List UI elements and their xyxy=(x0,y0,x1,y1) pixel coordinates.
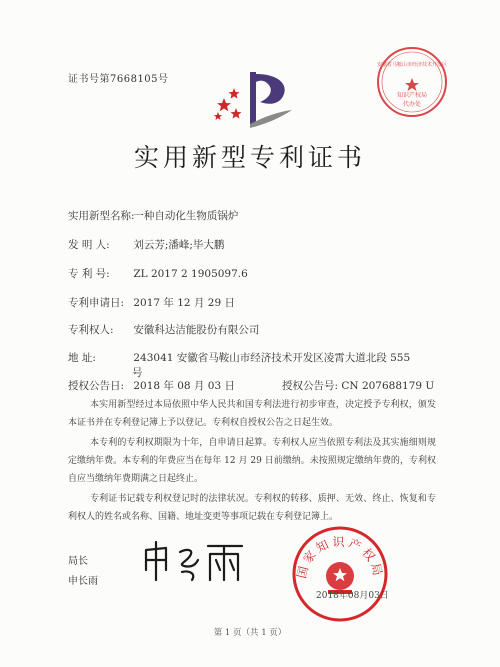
announcement-number-value: CN 207688179 U xyxy=(341,380,435,392)
seal-date: 2018年08月03日 xyxy=(316,591,389,601)
filing-date-row xyxy=(68,295,235,310)
certificate-number: 证书号第7668105号 xyxy=(68,74,169,85)
certificate-title: 实用新型专利证书 xyxy=(133,143,366,172)
agency-stamp-line-1: 安徽省马鞍山市经济技术开发区 xyxy=(376,62,448,68)
grant-date-value: 2018 年 08 月 03 日 xyxy=(133,380,235,392)
utility-model-name-label: 实用新型名称: xyxy=(68,210,135,222)
patentee-row xyxy=(68,322,259,337)
patent-number-label: 专 利 号: xyxy=(68,268,110,280)
patentee-label: 专利权人: xyxy=(68,324,114,336)
handwritten-signature xyxy=(140,540,250,586)
patent-number-row xyxy=(68,266,248,281)
inventor-value: 刘云芳;潘峰;毕大鹏 xyxy=(133,239,225,251)
utility-model-name-row xyxy=(68,208,238,223)
grant-date-row xyxy=(68,378,235,393)
address-value-line2: 号 xyxy=(132,367,143,379)
patentee-value: 安徽科达洁能股份有限公司 xyxy=(133,324,260,336)
official-red-seal xyxy=(290,524,390,624)
seal-text: 国家知识产权局 xyxy=(294,535,386,580)
agency-stamp-seal xyxy=(374,44,450,120)
paragraph-grant-notice: 本实用新型经过本局依照中华人民共和国专利法进行初步审查，决定授予专利权，颁发本证书并在专利登记簿上予以登记。专利权自授权公告之日起生效。 xyxy=(68,400,436,428)
agency-stamp-line-2: 知识产权局 xyxy=(396,92,428,99)
agency-stamp-line-3: 代办处 xyxy=(402,101,422,108)
page-indicator: 第 1 页（共 1 页） xyxy=(213,628,287,638)
patent-number-value: ZL 2017 2 1905097.6 xyxy=(133,268,248,280)
cnipa-logo-icon xyxy=(210,68,296,130)
announcement-number-row xyxy=(282,378,434,393)
inventor-label: 发 明 人: xyxy=(68,239,110,251)
utility-model-name-value: 一种自动化生物质锅炉 xyxy=(133,210,239,222)
grant-date-label: 授权公告日: xyxy=(68,380,125,392)
address-label: 地 址: xyxy=(68,352,96,364)
filing-date-label: 专利申请日: xyxy=(68,297,125,309)
address-row xyxy=(68,350,410,365)
paragraph-legal-status: 专利证书记载专利权登记时的法律状况。专利权的转移、质押、无效、终止、恢复和专利权人的姓名或名称、国籍、地址变更等事项记载在专利登记簿上。 xyxy=(68,494,436,522)
filing-date-value: 2017 年 12 月 29 日 xyxy=(133,297,235,309)
director-name: 申长雨 xyxy=(68,576,98,587)
paragraph-term-and-fees: 本专利的专利权期限为十年，自申请日起算。专利权人应当依照专利法及其实施细则规定缴纳年费。本专利的年费应当在每年 12 月 29 日前缴纳。未按照规定缴纳年费的，专利权自应当缴纳年费期满之日起终止。 xyxy=(68,438,436,484)
announcement-number-label: 授权公告号: xyxy=(282,380,339,392)
inventor-row xyxy=(68,237,224,252)
address-value-line1: 243041 安徽省马鞍山市经济技术开发区凌霄大道北段 555 xyxy=(133,352,411,364)
director-title: 局长 xyxy=(68,556,88,567)
